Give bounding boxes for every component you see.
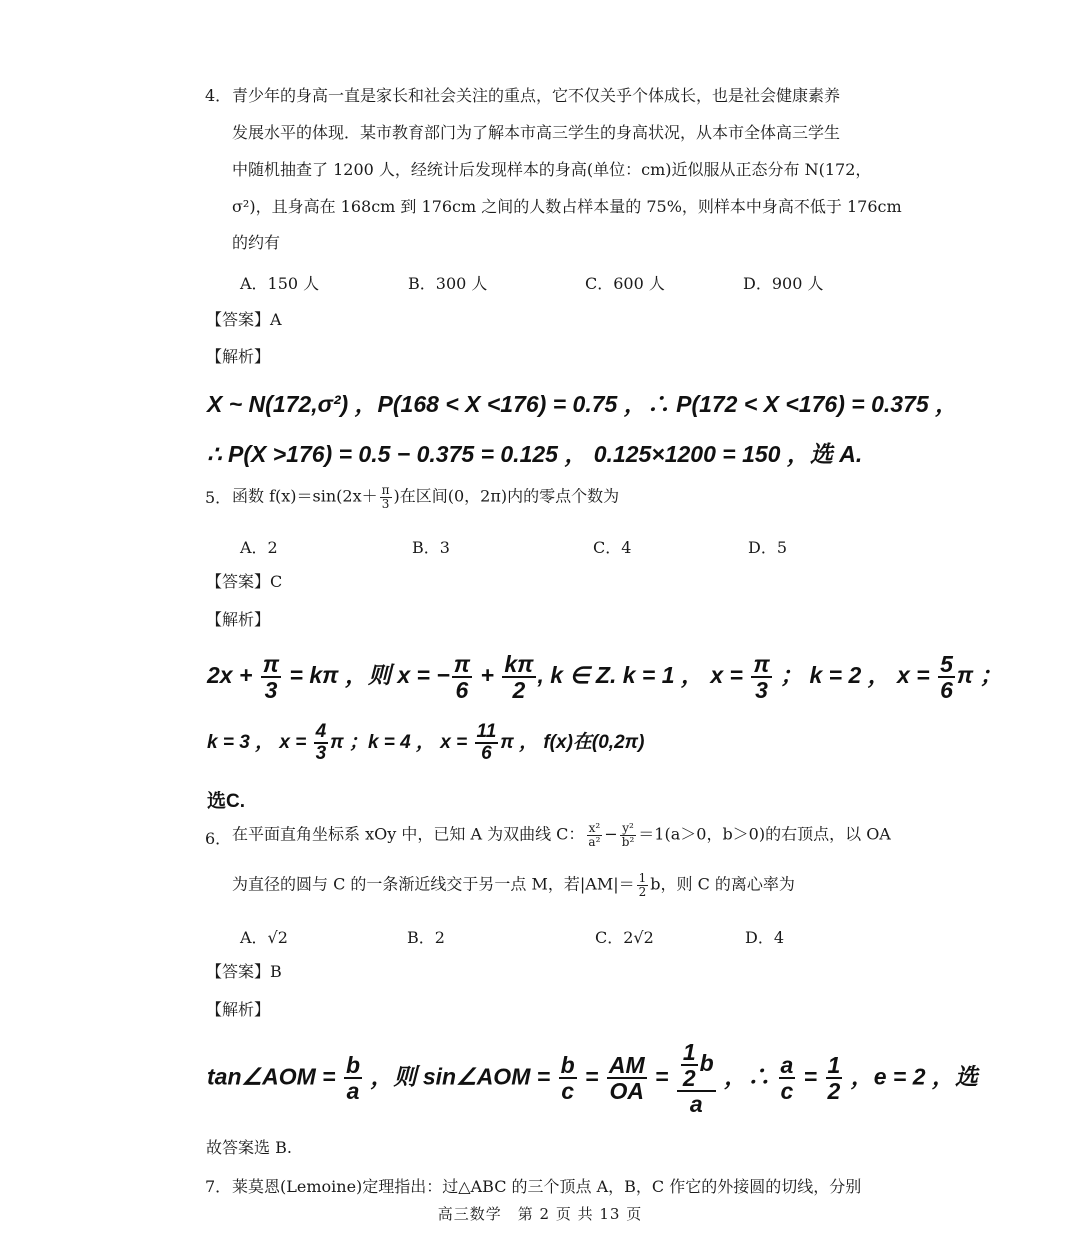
math-text: 6 bbox=[481, 742, 492, 764]
math-text: a bbox=[689, 1091, 703, 1118]
math-text: ； k = 2 ， x = bbox=[773, 662, 937, 689]
math-text: a bbox=[346, 1078, 360, 1105]
question-4-line: 中随机抽查了 1200 人，经统计后发现样本的身高(单位：cm)近似服从正态分布 N(172， bbox=[232, 160, 872, 179]
denominator bbox=[314, 744, 329, 764]
numerator bbox=[314, 722, 329, 744]
analysis-label: 【解析】 bbox=[206, 610, 271, 629]
option-a: A．150 人 bbox=[240, 274, 320, 293]
numerator bbox=[637, 872, 649, 886]
numerator bbox=[681, 1040, 698, 1066]
fraction bbox=[314, 722, 329, 764]
math-text: ∴ P(X >176) = 0.5 − 0.375 = 0.125 ， 0.125×1200 = 150 ，选 A. bbox=[207, 441, 863, 467]
math-text: π bbox=[453, 651, 471, 677]
math-text: 2 bbox=[827, 1078, 841, 1105]
solution-formula bbox=[207, 1040, 978, 1116]
numerator bbox=[620, 822, 636, 836]
question-4-number: 4． bbox=[205, 86, 232, 105]
fraction bbox=[607, 1053, 647, 1103]
math-text: 2 bbox=[682, 1065, 696, 1092]
math-text: 4 bbox=[315, 721, 327, 742]
math-text: π bbox=[262, 651, 280, 677]
fraction bbox=[475, 722, 499, 764]
denominator bbox=[586, 836, 602, 849]
math-text: 2x + bbox=[207, 662, 259, 689]
numerator bbox=[826, 1053, 843, 1079]
math-text: π ， f(x)在(0,2π) bbox=[500, 731, 645, 753]
answer-label: 【答案】A bbox=[206, 310, 282, 329]
fraction bbox=[586, 822, 602, 848]
math-text: 5 bbox=[940, 651, 953, 677]
math-text: OA bbox=[609, 1078, 644, 1105]
fraction bbox=[620, 822, 637, 848]
math-text: kπ bbox=[504, 651, 534, 677]
solution-conclusion bbox=[207, 786, 245, 813]
question-5-stem bbox=[232, 484, 619, 510]
math-text: 1 bbox=[827, 1052, 841, 1079]
option-d: D．900 人 bbox=[743, 274, 824, 293]
math-text: 选C. bbox=[207, 791, 246, 812]
denominator bbox=[511, 678, 528, 702]
fraction bbox=[502, 652, 535, 702]
math-text: b bbox=[699, 1050, 714, 1077]
denominator bbox=[345, 1079, 362, 1103]
math-text: AM bbox=[608, 1052, 645, 1079]
answer-label: 【答案】B bbox=[206, 962, 282, 981]
numerator bbox=[502, 652, 535, 678]
math-text: a² bbox=[588, 834, 601, 849]
fraction bbox=[559, 1053, 577, 1103]
math-text: 3 bbox=[315, 742, 327, 764]
denominator bbox=[380, 498, 392, 511]
option-b: B．2 bbox=[407, 928, 445, 947]
question-4-line: 青少年的身高一直是家长和社会关注的重点，它不仅关乎个体成长，也是社会健康素养 bbox=[232, 86, 841, 105]
numerator bbox=[261, 652, 281, 678]
math-text: b bbox=[560, 1052, 575, 1079]
denominator bbox=[559, 1079, 576, 1103]
page-footer: 高三数学 第 2 页 共 13 页 bbox=[437, 1205, 643, 1223]
math-text: 11 bbox=[476, 721, 497, 742]
option-d: D．4 bbox=[745, 928, 785, 947]
fraction bbox=[344, 1053, 362, 1103]
math-text: 6 bbox=[455, 677, 469, 704]
math-text: = bbox=[648, 1063, 675, 1090]
math-text: b bbox=[346, 1052, 361, 1079]
denominator bbox=[637, 886, 649, 899]
math-text: 6 bbox=[940, 677, 953, 704]
numerator bbox=[587, 822, 603, 836]
math-text: = bbox=[797, 1063, 824, 1090]
denominator bbox=[826, 1079, 843, 1103]
question-4-line: σ²)，且身高在 168cm 到 176cm 之间的人数占样本量的 75%，则样本中身高不低于 176cm bbox=[232, 197, 902, 216]
solution-formula bbox=[207, 386, 958, 419]
math-text: 函数 f(x)＝sin(2x＋ bbox=[232, 486, 378, 506]
numerator bbox=[607, 1053, 647, 1079]
numerator bbox=[938, 652, 955, 678]
math-text: + bbox=[474, 662, 501, 689]
question-5-number: 5． bbox=[205, 488, 232, 507]
question-4-line: 的约有 bbox=[232, 233, 281, 252]
option-b: B．3 bbox=[412, 538, 450, 557]
numerator bbox=[677, 1040, 716, 1092]
numerator bbox=[452, 652, 472, 678]
denominator bbox=[779, 1079, 796, 1103]
math-text: ，e = 2 ，选 bbox=[844, 1063, 978, 1090]
option-a: A．2 bbox=[240, 538, 278, 557]
denominator bbox=[454, 678, 471, 702]
math-text: ，∴ bbox=[717, 1063, 777, 1090]
solution-conclusion: 故答案选 B. bbox=[206, 1138, 292, 1157]
analysis-label: 【解析】 bbox=[206, 347, 271, 366]
math-text: )在区间(0，2π)内的零点个数为 bbox=[393, 486, 620, 506]
math-text: c bbox=[780, 1078, 794, 1105]
fraction bbox=[681, 1040, 698, 1090]
math-text: k = 3 ， x = bbox=[207, 731, 312, 753]
math-text: 3 bbox=[264, 677, 278, 704]
fraction bbox=[677, 1040, 716, 1116]
denominator bbox=[681, 1066, 698, 1090]
option-c: C．600 人 bbox=[585, 274, 665, 293]
math-text: 3 bbox=[755, 677, 768, 704]
math-text: 3 bbox=[381, 496, 390, 511]
math-text: 为直径的圆与 C 的一条渐近线交于另一点 M，若|AM|＝ bbox=[232, 874, 635, 894]
math-text: 1 bbox=[682, 1039, 696, 1065]
math-text: x² bbox=[588, 821, 601, 835]
denominator bbox=[753, 678, 770, 702]
fraction bbox=[637, 872, 649, 898]
numerator bbox=[559, 1053, 577, 1079]
analysis-label: 【解析】 bbox=[206, 1000, 271, 1019]
math-text: b² bbox=[621, 834, 635, 849]
math-text: π bbox=[753, 651, 770, 677]
math-text: 在平面直角坐标系 xOy 中，已知 A 为双曲线 C： bbox=[232, 824, 585, 844]
math-text: ，则 sin∠AOM = bbox=[364, 1063, 557, 1090]
option-c: C．4 bbox=[593, 538, 632, 557]
denominator bbox=[608, 1079, 647, 1103]
solution-formula bbox=[207, 652, 1003, 702]
numerator bbox=[475, 722, 499, 744]
question-6-stem bbox=[232, 872, 795, 898]
fraction bbox=[938, 652, 955, 702]
math-text: tan∠AOM = bbox=[207, 1063, 342, 1090]
fraction bbox=[779, 1053, 796, 1103]
denominator bbox=[688, 1092, 705, 1116]
numerator bbox=[779, 1053, 796, 1079]
option-c: C．2√2 bbox=[595, 928, 654, 947]
math-text: π ； bbox=[956, 662, 1003, 689]
math-text: π ；k = 4 ， x = bbox=[330, 731, 473, 753]
denominator bbox=[938, 678, 955, 702]
question-7-line: 莱莫恩(Lemoine)定理指出：过△ABC 的三个顶点 A，B，C 作它的外接圆的切线，分别 bbox=[232, 1177, 862, 1196]
math-text: = bbox=[578, 1063, 605, 1090]
fraction bbox=[261, 652, 281, 702]
option-b: B．300 人 bbox=[408, 274, 488, 293]
denominator bbox=[479, 744, 494, 764]
numerator bbox=[344, 1053, 362, 1079]
fraction bbox=[826, 1053, 843, 1103]
solution-formula bbox=[207, 436, 862, 469]
math-text: b，则 C 的离心率为 bbox=[650, 874, 795, 894]
math-text: 2 bbox=[512, 677, 526, 704]
denominator bbox=[263, 678, 280, 702]
math-text: , k ∈ Z. k = 1 ， x = bbox=[537, 662, 750, 689]
math-text: π bbox=[381, 483, 390, 497]
fraction bbox=[452, 652, 472, 702]
math-text: 2 bbox=[638, 884, 647, 899]
question-4-line: 发展水平的体现．某市教育部门为了解本市高三学生的身高状况，从本市全体高三学生 bbox=[232, 123, 841, 142]
math-text: y² bbox=[622, 821, 634, 835]
option-a: A．√2 bbox=[240, 928, 288, 947]
math-text: X ~ N(172,σ²) ，P(168 < X <176) = 0.75 ，∴ P(172 < X <176) = 0.375 ， bbox=[207, 391, 959, 417]
numerator bbox=[380, 484, 392, 498]
math-text: = kπ ，则 x = − bbox=[283, 662, 450, 689]
question-6-stem bbox=[232, 822, 891, 848]
fraction bbox=[380, 484, 392, 510]
question-7-number: 7． bbox=[205, 1177, 232, 1196]
math-text: a bbox=[780, 1052, 794, 1079]
solution-formula bbox=[207, 722, 645, 764]
question-6-number: 6． bbox=[205, 829, 232, 848]
math-text: − bbox=[604, 824, 618, 844]
answer-label: 【答案】C bbox=[206, 572, 283, 591]
numerator bbox=[751, 652, 771, 678]
math-text: c bbox=[561, 1078, 574, 1105]
option-d: D．5 bbox=[748, 538, 788, 557]
fraction bbox=[751, 652, 771, 702]
math-text: ＝1(a＞0，b＞0)的右顶点，以 OA bbox=[638, 824, 891, 844]
denominator bbox=[620, 836, 637, 849]
math-text: 1 bbox=[638, 871, 647, 885]
